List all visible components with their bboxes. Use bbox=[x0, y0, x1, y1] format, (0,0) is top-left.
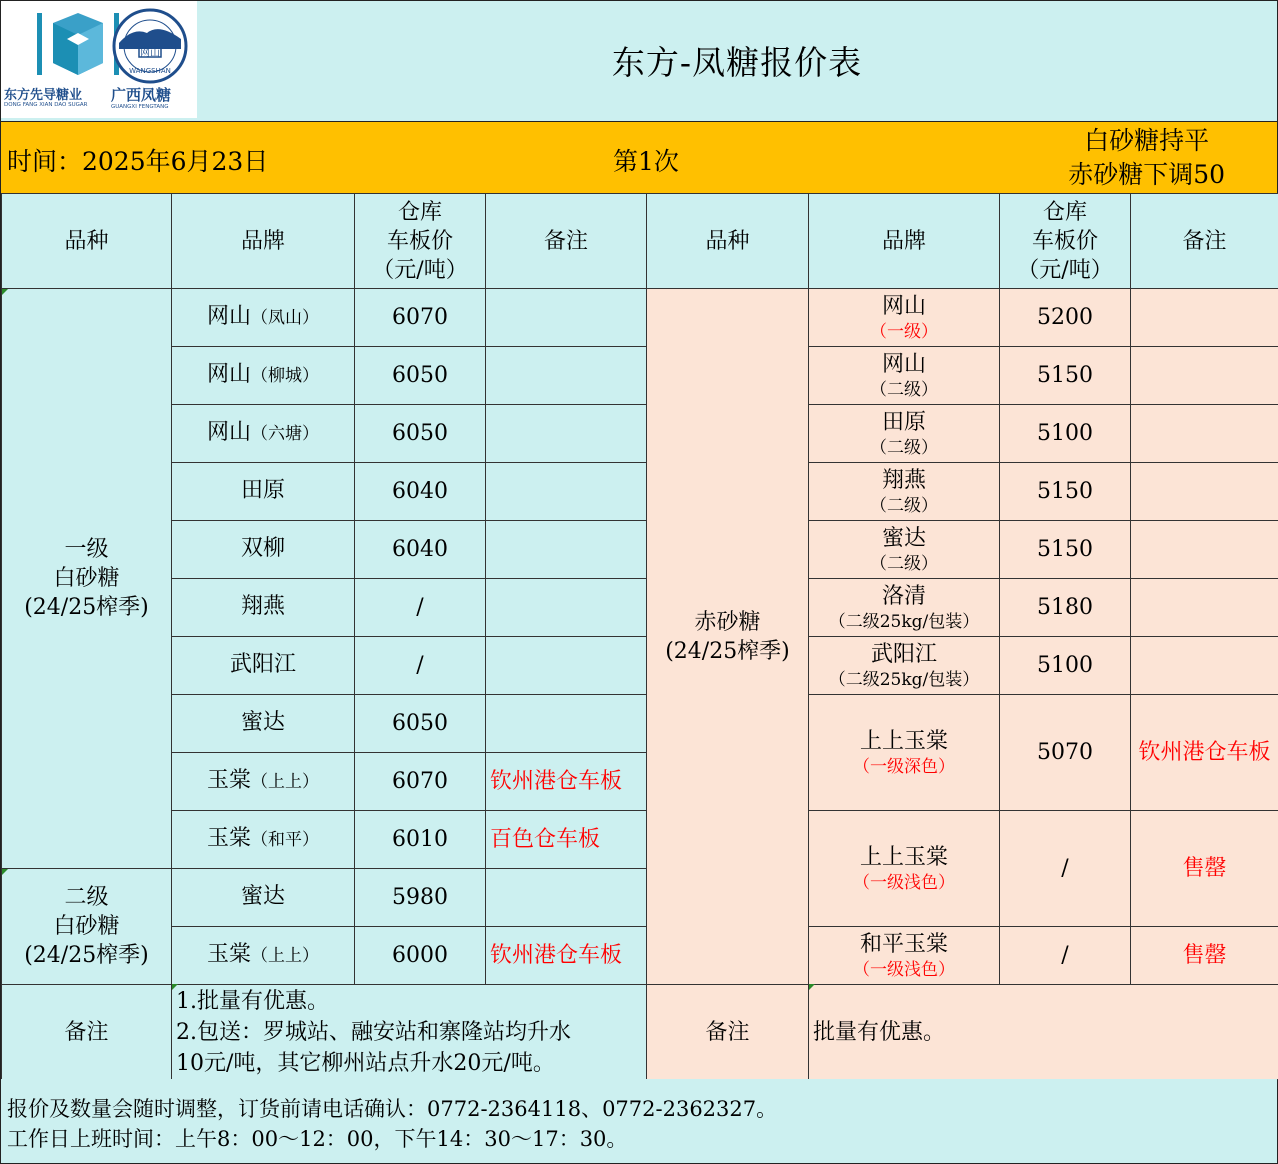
remark-line: 1.批量有优惠。 bbox=[176, 988, 329, 1014]
note-cell bbox=[486, 521, 647, 579]
price-cell: 5150 bbox=[1000, 521, 1131, 579]
brand-sub: （二级25kg/包装） bbox=[828, 612, 980, 632]
brand-name: 洛清 bbox=[881, 584, 926, 609]
price-cell: 6040 bbox=[355, 463, 486, 521]
brand-name: 玉棠 bbox=[206, 826, 251, 851]
note-cell bbox=[1131, 521, 1278, 579]
brand-cell bbox=[172, 637, 355, 695]
remarks-row bbox=[2, 985, 1278, 1080]
brand-sub: （六塘） bbox=[251, 424, 319, 444]
brand-name: 蜜达 bbox=[240, 884, 285, 909]
variety-line: 白砂糖 bbox=[53, 566, 120, 591]
price-header-l3: （元/吨） bbox=[1017, 257, 1113, 283]
col-header-brand-2: 品牌 bbox=[809, 194, 1000, 289]
remark-line: 2.包送：罗城站、融安站和寨隆站均升水 bbox=[176, 1019, 571, 1045]
quote-round: 第1次 bbox=[613, 147, 679, 176]
table-row bbox=[2, 695, 1278, 753]
brand-cell bbox=[809, 579, 1000, 637]
price-cell: 6070 bbox=[355, 289, 486, 347]
col-header-note: 备注 bbox=[486, 194, 647, 289]
price-table bbox=[1, 193, 1278, 1080]
price-cell: / bbox=[355, 637, 486, 695]
variety-white-grade2 bbox=[2, 869, 172, 985]
brand-name: 武阳江 bbox=[870, 642, 937, 667]
brand-cell bbox=[172, 579, 355, 637]
brand-cell bbox=[809, 695, 1000, 811]
brand-name: 网山 bbox=[206, 304, 251, 329]
table-row bbox=[2, 521, 1278, 579]
note-cell: 售罄 bbox=[1131, 811, 1278, 927]
brand-sub: （一级） bbox=[870, 322, 938, 342]
price-cell: 6040 bbox=[355, 521, 486, 579]
brand-cell bbox=[172, 521, 355, 579]
brand-sub: （柳城） bbox=[251, 366, 319, 386]
brand-sub: （二级） bbox=[870, 496, 938, 516]
brand-sub: （二级） bbox=[870, 438, 938, 458]
note-cell bbox=[1131, 347, 1278, 405]
variety-brown bbox=[647, 289, 809, 985]
col-header-note-2: 备注 bbox=[1131, 194, 1278, 289]
price-cell: 6010 bbox=[355, 811, 486, 869]
brand-sub: （二级） bbox=[870, 554, 938, 574]
variety-line: (24/25榨季) bbox=[24, 943, 149, 968]
remarks-right: 批量有优惠。 bbox=[809, 985, 1278, 1080]
price-cell: 6070 bbox=[355, 753, 486, 811]
price-cell: / bbox=[1000, 811, 1131, 927]
table-row bbox=[2, 289, 1278, 347]
variety-line: (24/25榨季) bbox=[24, 595, 149, 620]
brand-cell bbox=[809, 289, 1000, 347]
note-cell: 钦州港仓车板 bbox=[486, 753, 647, 811]
wangshan-logo-subtext: GUANGXI FENGTANG bbox=[111, 104, 169, 110]
brand-name: 网山 bbox=[206, 362, 251, 387]
price-status bbox=[1068, 124, 1225, 192]
price-header-l1: 仓库 bbox=[1042, 199, 1087, 225]
status-white-sugar: 白砂糖持平 bbox=[1084, 126, 1210, 155]
brand-cell bbox=[809, 811, 1000, 927]
remarks-label-2: 备注 bbox=[647, 985, 809, 1080]
brand-name: 田原 bbox=[881, 410, 926, 435]
brand-cell bbox=[809, 463, 1000, 521]
note-cell: 售罄 bbox=[1131, 927, 1278, 985]
brand-cell bbox=[809, 347, 1000, 405]
remarks-left bbox=[172, 985, 647, 1080]
price-cell: 5980 bbox=[355, 869, 486, 927]
variety-line: 白砂糖 bbox=[53, 914, 120, 939]
price-cell: 6050 bbox=[355, 347, 486, 405]
note-cell bbox=[1131, 405, 1278, 463]
dongfang-logo-text: 东方先导糖业 bbox=[4, 88, 83, 103]
remarks-label: 备注 bbox=[2, 985, 172, 1080]
wangshan-badge-text: 网山 bbox=[140, 48, 160, 59]
brand-sub: （一级浅色） bbox=[853, 873, 955, 893]
brand-sub: （上上） bbox=[251, 772, 319, 792]
table-row bbox=[2, 579, 1278, 637]
note-cell bbox=[1131, 637, 1278, 695]
note-cell bbox=[486, 405, 647, 463]
table-row bbox=[2, 347, 1278, 405]
logos bbox=[1, 1, 197, 118]
price-cell: 5100 bbox=[1000, 637, 1131, 695]
brand-name: 网山 bbox=[206, 420, 251, 445]
note-cell bbox=[1131, 289, 1278, 347]
brand-name: 翔燕 bbox=[240, 594, 285, 619]
brand-name: 网山 bbox=[881, 352, 926, 377]
note-cell bbox=[1131, 579, 1278, 637]
dongfang-logo-subtext: DONG FANG XIAN DAO SUGAR bbox=[4, 102, 88, 108]
note-cell bbox=[486, 869, 647, 927]
remark-line: 10元/吨，其它柳州站点升水20元/吨。 bbox=[176, 1050, 555, 1076]
price-cell: 5150 bbox=[1000, 463, 1131, 521]
note-cell bbox=[486, 347, 647, 405]
brand-name: 和平玉棠 bbox=[859, 932, 948, 957]
price-cell: / bbox=[355, 579, 486, 637]
table-row bbox=[2, 405, 1278, 463]
price-cell: 6050 bbox=[355, 405, 486, 463]
brand-sub: （一级浅色） bbox=[853, 960, 955, 980]
wangshan-logo-text: 广西凤糖 bbox=[111, 86, 172, 104]
note-cell bbox=[486, 579, 647, 637]
table-row bbox=[2, 927, 1278, 985]
col-header-price-2 bbox=[1000, 194, 1131, 289]
brand-sub: （一级深色） bbox=[853, 757, 955, 777]
brand-name: 上上玉棠 bbox=[859, 729, 948, 754]
price-header-l2: 车板价 bbox=[386, 228, 453, 254]
col-header-brand: 品牌 bbox=[172, 194, 355, 289]
cell-marker-icon bbox=[172, 984, 178, 990]
price-cell: 6000 bbox=[355, 927, 486, 985]
footer bbox=[1, 1079, 1277, 1163]
brand-cell bbox=[172, 405, 355, 463]
variety-white-grade1 bbox=[2, 289, 172, 869]
brand-name: 武阳江 bbox=[229, 652, 296, 677]
table-header-row bbox=[2, 194, 1278, 289]
price-cell: 6050 bbox=[355, 695, 486, 753]
brand-name: 玉棠 bbox=[206, 942, 251, 967]
price-cell: 5100 bbox=[1000, 405, 1131, 463]
brand-cell bbox=[809, 927, 1000, 985]
variety-line: 二级 bbox=[64, 885, 109, 910]
brand-cell bbox=[809, 637, 1000, 695]
footer-contact: 报价及数量会随时调整，订货前请电话确认：0772-2364118、0772-2362327。 bbox=[7, 1097, 778, 1121]
brand-name: 蜜达 bbox=[881, 526, 926, 551]
table-row bbox=[2, 463, 1278, 521]
brand-name: 网山 bbox=[881, 294, 926, 319]
note-cell bbox=[486, 463, 647, 521]
note-cell bbox=[486, 289, 647, 347]
variety-line: 一级 bbox=[64, 537, 109, 562]
info-bar bbox=[1, 122, 1277, 194]
note-cell: 钦州港仓车板 bbox=[486, 927, 647, 985]
status-brown-sugar: 赤砂糖下调50 bbox=[1068, 160, 1225, 189]
brand-cell bbox=[809, 405, 1000, 463]
brand-cell bbox=[172, 463, 355, 521]
variety-line: (24/25榨季) bbox=[665, 638, 790, 664]
price-cell: / bbox=[1000, 927, 1131, 985]
price-cell: 5070 bbox=[1000, 695, 1131, 811]
price-cell: 5150 bbox=[1000, 347, 1131, 405]
price-header-l1: 仓库 bbox=[397, 199, 442, 225]
page-title: 东方-凤糖报价表 bbox=[611, 43, 863, 82]
brand-name: 翔燕 bbox=[881, 468, 926, 493]
brand-sub: （二级25kg/包装） bbox=[828, 670, 980, 690]
price-header-l2: 车板价 bbox=[1031, 228, 1098, 254]
header bbox=[1, 1, 1277, 122]
brand-cell bbox=[172, 869, 355, 927]
brand-cell bbox=[809, 521, 1000, 579]
svg-text:WANGSHAN: WANGSHAN bbox=[129, 67, 171, 75]
note-cell bbox=[1131, 463, 1278, 521]
brand-cell bbox=[172, 811, 355, 869]
quote-date: 时间：2025年6月23日 bbox=[7, 147, 269, 176]
brand-name: 上上玉棠 bbox=[859, 845, 948, 870]
price-header-l3: （元/吨） bbox=[372, 257, 468, 283]
variety-line: 赤砂糖 bbox=[694, 609, 761, 635]
note-cell: 钦州港仓车板 bbox=[1131, 695, 1278, 811]
table-row bbox=[2, 811, 1278, 869]
dongfang-logo-icon bbox=[23, 11, 123, 91]
brand-cell bbox=[172, 753, 355, 811]
brand-sub: （凤山） bbox=[251, 308, 319, 328]
note-cell bbox=[486, 637, 647, 695]
note-cell bbox=[486, 695, 647, 753]
brand-name: 蜜达 bbox=[240, 710, 285, 735]
brand-sub: （上上） bbox=[251, 946, 319, 966]
footer-hours: 工作日上班时间：上午8：00～12：00，下午14：30～17：30。 bbox=[7, 1127, 628, 1151]
brand-sub: （二级） bbox=[870, 380, 938, 400]
cell-marker-icon bbox=[2, 289, 8, 295]
col-header-variety: 品种 bbox=[2, 194, 172, 289]
brand-name: 玉棠 bbox=[206, 768, 251, 793]
cell-marker-icon bbox=[2, 869, 8, 875]
price-cell: 5200 bbox=[1000, 289, 1131, 347]
brand-sub: （和平） bbox=[251, 830, 319, 850]
brand-cell bbox=[172, 927, 355, 985]
brand-cell bbox=[172, 695, 355, 753]
cell-marker-icon bbox=[809, 984, 815, 990]
brand-cell bbox=[172, 289, 355, 347]
table-row bbox=[2, 637, 1278, 695]
col-header-variety-2: 品种 bbox=[647, 194, 809, 289]
note-cell: 百色仓车板 bbox=[486, 811, 647, 869]
brand-cell bbox=[172, 347, 355, 405]
brand-name: 双柳 bbox=[240, 536, 285, 561]
price-cell: 5180 bbox=[1000, 579, 1131, 637]
brand-name: 田原 bbox=[240, 478, 285, 503]
col-header-price bbox=[355, 194, 486, 289]
